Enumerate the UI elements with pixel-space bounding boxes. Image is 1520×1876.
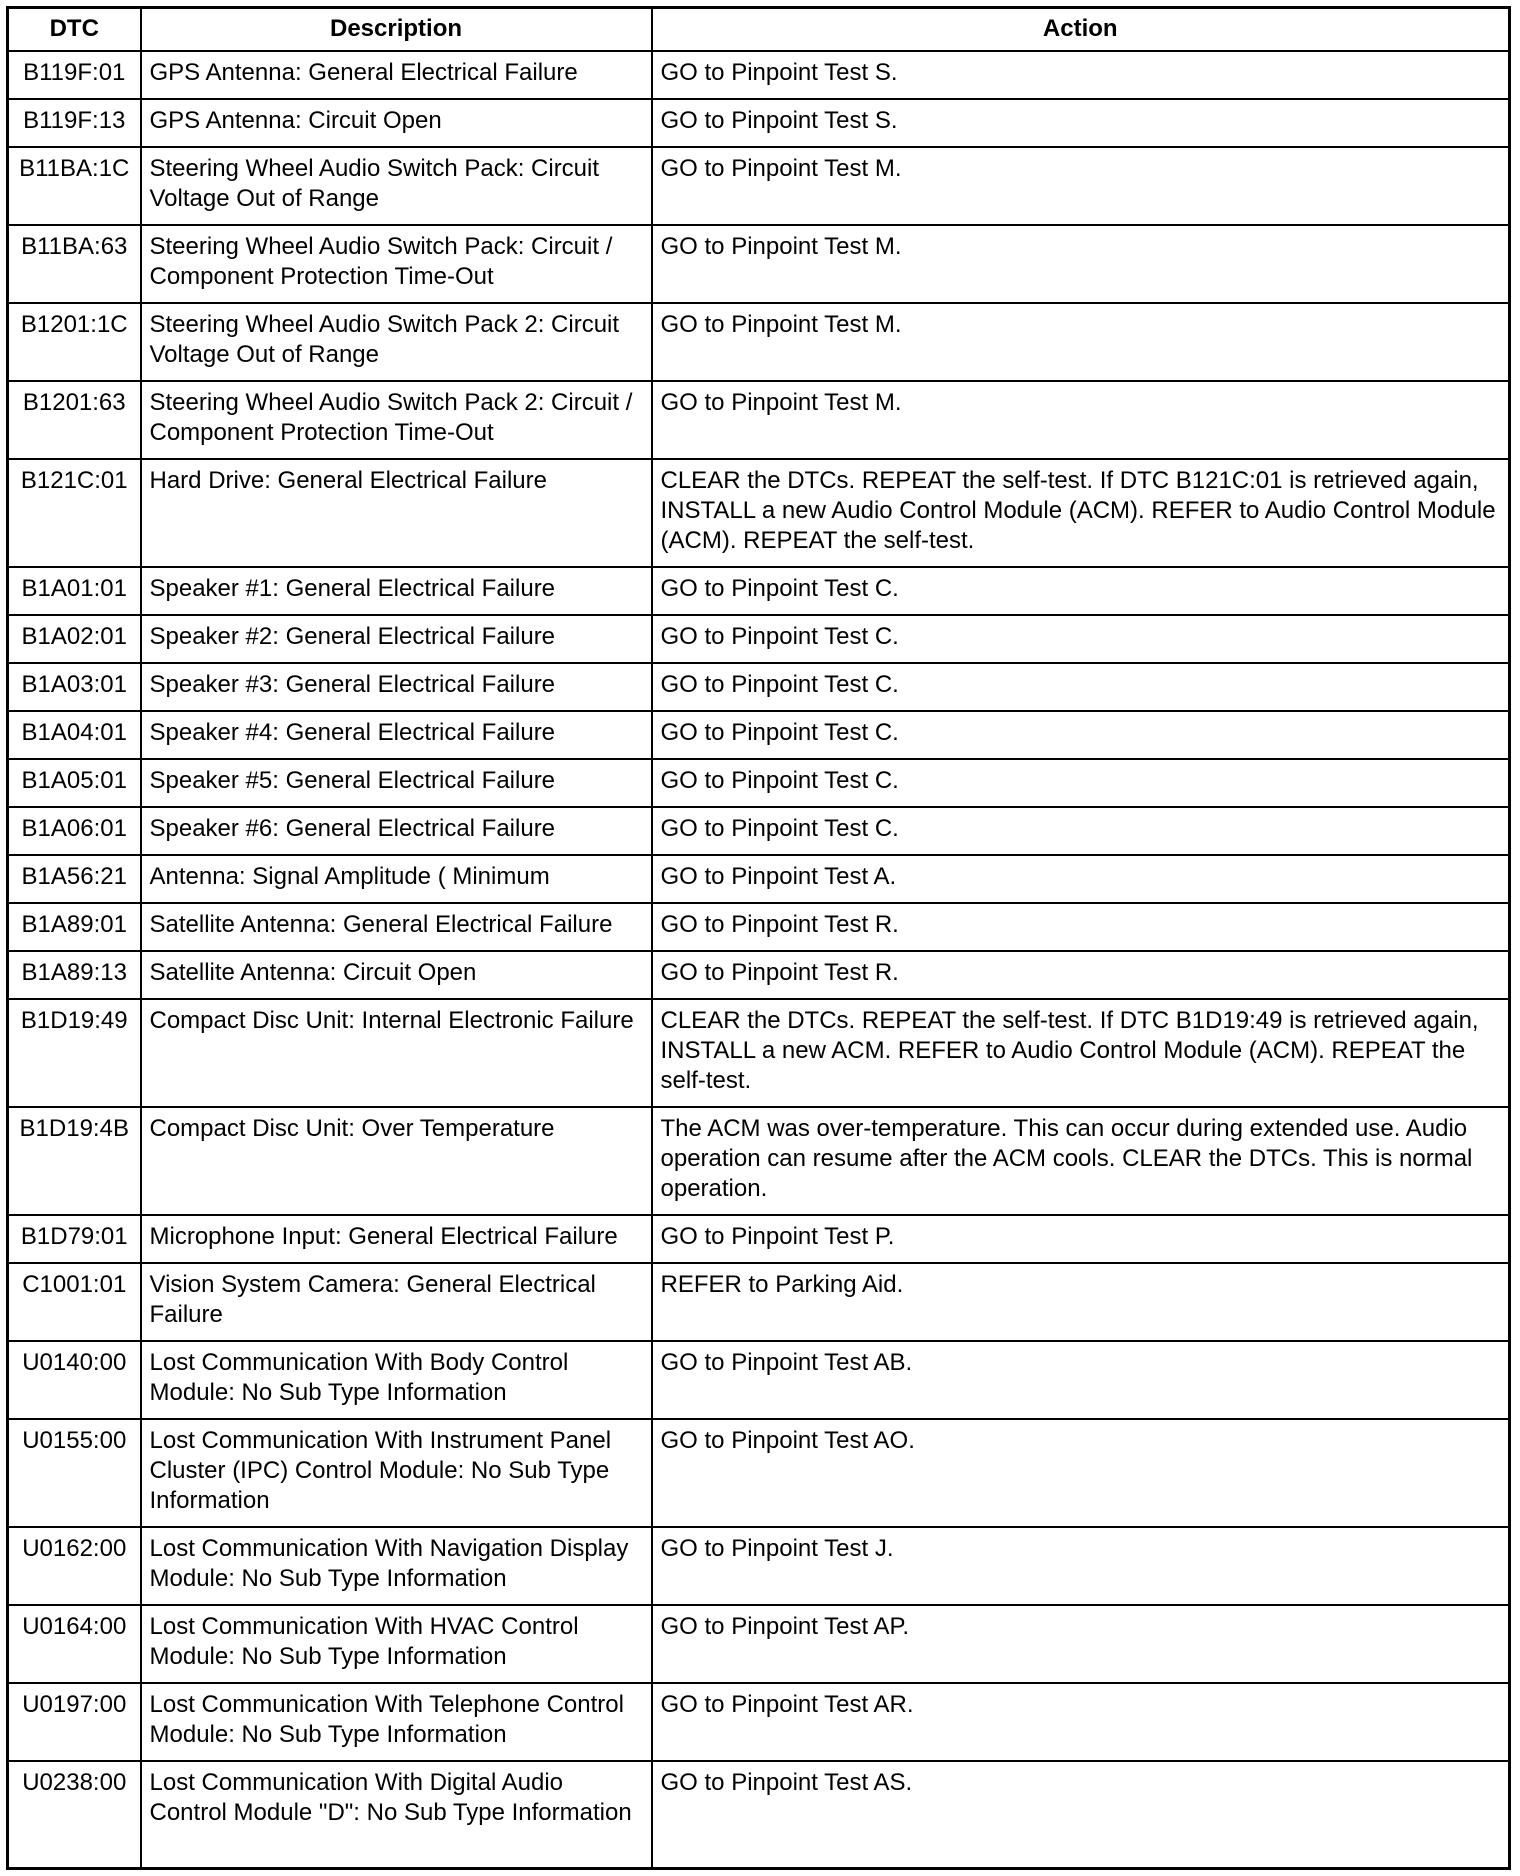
table-row — [8, 1107, 1510, 1215]
action-cell: GO to Pinpoint Test A. — [652, 855, 1510, 903]
action-cell: GO to Pinpoint Test R. — [652, 951, 1510, 999]
table-row — [8, 1605, 1510, 1683]
table-row — [8, 663, 1510, 711]
dtc-code-cell: B1A01:01 — [8, 567, 141, 615]
dtc-code-cell: B11BA:63 — [8, 225, 141, 303]
description-cell: Antenna: Signal Amplitude ( Minimum — [141, 855, 652, 903]
table-row — [8, 711, 1510, 759]
table-row — [8, 1761, 1510, 1869]
dtc-code-cell: B119F:01 — [8, 51, 141, 99]
table-row — [8, 999, 1510, 1107]
dtc-code-cell: B1A89:13 — [8, 951, 141, 999]
dtc-code-cell: B1A89:01 — [8, 903, 141, 951]
table-row — [8, 1527, 1510, 1605]
table-row — [8, 147, 1510, 225]
table-row — [8, 459, 1510, 567]
action-cell: GO to Pinpoint Test M. — [652, 381, 1510, 459]
table-row — [8, 303, 1510, 381]
table-row — [8, 807, 1510, 855]
table-row — [8, 381, 1510, 459]
description-cell: Steering Wheel Audio Switch Pack 2: Circuit Voltage Out of Range — [141, 303, 652, 381]
table-row — [8, 903, 1510, 951]
table-row — [8, 951, 1510, 999]
description-cell: Lost Communication With Instrument Panel Cluster (IPC) Control Module: No Sub Type Information — [141, 1419, 652, 1527]
action-cell: GO to Pinpoint Test AP. — [652, 1605, 1510, 1683]
action-cell: GO to Pinpoint Test AR. — [652, 1683, 1510, 1761]
dtc-code-cell: C1001:01 — [8, 1263, 141, 1341]
table-row — [8, 855, 1510, 903]
dtc-code-cell: B1A04:01 — [8, 711, 141, 759]
dtc-code-cell: B1A02:01 — [8, 615, 141, 663]
dtc-code-cell: B1D19:49 — [8, 999, 141, 1107]
table-row — [8, 1215, 1510, 1263]
action-cell: GO to Pinpoint Test C. — [652, 615, 1510, 663]
dtc-code-cell: B119F:13 — [8, 99, 141, 147]
dtc-code-cell: B1A05:01 — [8, 759, 141, 807]
dtc-code-cell: U0197:00 — [8, 1683, 141, 1761]
description-cell: Vision System Camera: General Electrical Failure — [141, 1263, 652, 1341]
description-cell: Speaker #6: General Electrical Failure — [141, 807, 652, 855]
header-dtc: DTC — [8, 8, 141, 51]
dtc-code-cell: U0140:00 — [8, 1341, 141, 1419]
description-cell: Compact Disc Unit: Over Temperature — [141, 1107, 652, 1215]
action-cell: CLEAR the DTCs. REPEAT the self-test. If DTC B1D19:49 is retrieved again, INSTALL a new ACM. REFER to Audio Control Module (ACM). REPEAT the self-test. — [652, 999, 1510, 1107]
description-cell: Lost Communication With Body Control Module: No Sub Type Information — [141, 1341, 652, 1419]
action-cell: GO to Pinpoint Test S. — [652, 99, 1510, 147]
action-cell: GO to Pinpoint Test M. — [652, 147, 1510, 225]
dtc-code-cell: U0162:00 — [8, 1527, 141, 1605]
table-body — [8, 51, 1510, 1869]
action-cell: GO to Pinpoint Test AO. — [652, 1419, 1510, 1527]
description-cell: Speaker #1: General Electrical Failure — [141, 567, 652, 615]
description-cell: Steering Wheel Audio Switch Pack 2: Circuit / Component Protection Time-Out — [141, 381, 652, 459]
action-cell: CLEAR the DTCs. REPEAT the self-test. If DTC B121C:01 is retrieved again, INSTALL a new Audio Control Module (ACM). REFER to Audio Control Module (ACM). REPEAT the self-test. — [652, 459, 1510, 567]
table-row — [8, 1341, 1510, 1419]
table-row — [8, 99, 1510, 147]
table-row — [8, 225, 1510, 303]
description-cell: Speaker #3: General Electrical Failure — [141, 663, 652, 711]
action-cell: GO to Pinpoint Test P. — [652, 1215, 1510, 1263]
description-cell: Lost Communication With Digital Audio Control Module "D": No Sub Type Information — [141, 1761, 652, 1869]
description-cell: Microphone Input: General Electrical Failure — [141, 1215, 652, 1263]
action-cell: The ACM was over-temperature. This can occur during extended use. Audio operation can resume after the ACM cools. CLEAR the DTCs. This is normal operation. — [652, 1107, 1510, 1215]
description-cell: Satellite Antenna: General Electrical Failure — [141, 903, 652, 951]
description-cell: Speaker #2: General Electrical Failure — [141, 615, 652, 663]
dtc-code-cell: B1D19:4B — [8, 1107, 141, 1215]
dtc-code-cell: B1A03:01 — [8, 663, 141, 711]
dtc-table-container — [6, 6, 1508, 1870]
description-cell: Lost Communication With HVAC Control Module: No Sub Type Information — [141, 1605, 652, 1683]
action-cell: GO to Pinpoint Test C. — [652, 567, 1510, 615]
dtc-code-cell: U0155:00 — [8, 1419, 141, 1527]
dtc-code-cell: B1D79:01 — [8, 1215, 141, 1263]
action-cell: GO to Pinpoint Test C. — [652, 663, 1510, 711]
table-row — [8, 759, 1510, 807]
table-row — [8, 1419, 1510, 1527]
dtc-code-cell: B11BA:1C — [8, 147, 141, 225]
table-header-row — [8, 8, 1510, 51]
action-cell: GO to Pinpoint Test M. — [652, 303, 1510, 381]
action-cell: REFER to Parking Aid. — [652, 1263, 1510, 1341]
dtc-code-cell: U0164:00 — [8, 1605, 141, 1683]
description-cell: Lost Communication With Telephone Control Module: No Sub Type Information — [141, 1683, 652, 1761]
table-row — [8, 567, 1510, 615]
dtc-table — [6, 6, 1511, 1870]
action-cell: GO to Pinpoint Test C. — [652, 807, 1510, 855]
action-cell: GO to Pinpoint Test M. — [652, 225, 1510, 303]
action-cell: GO to Pinpoint Test R. — [652, 903, 1510, 951]
dtc-code-cell: U0238:00 — [8, 1761, 141, 1869]
description-cell: Speaker #5: General Electrical Failure — [141, 759, 652, 807]
description-cell: GPS Antenna: Circuit Open — [141, 99, 652, 147]
table-row — [8, 615, 1510, 663]
dtc-code-cell: B1201:1C — [8, 303, 141, 381]
description-cell: Lost Communication With Navigation Display Module: No Sub Type Information — [141, 1527, 652, 1605]
dtc-code-cell: B121C:01 — [8, 459, 141, 567]
action-cell: GO to Pinpoint Test S. — [652, 51, 1510, 99]
dtc-code-cell: B1201:63 — [8, 381, 141, 459]
description-cell: Compact Disc Unit: Internal Electronic Failure — [141, 999, 652, 1107]
table-row — [8, 51, 1510, 99]
description-cell: Steering Wheel Audio Switch Pack: Circuit / Component Protection Time-Out — [141, 225, 652, 303]
description-cell: Speaker #4: General Electrical Failure — [141, 711, 652, 759]
table-row — [8, 1263, 1510, 1341]
description-cell: GPS Antenna: General Electrical Failure — [141, 51, 652, 99]
action-cell: GO to Pinpoint Test C. — [652, 711, 1510, 759]
action-cell: GO to Pinpoint Test AB. — [652, 1341, 1510, 1419]
description-cell: Satellite Antenna: Circuit Open — [141, 951, 652, 999]
header-action: Action — [652, 8, 1510, 51]
table-row — [8, 1683, 1510, 1761]
description-cell: Hard Drive: General Electrical Failure — [141, 459, 652, 567]
header-description: Description — [141, 8, 652, 51]
dtc-code-cell: B1A56:21 — [8, 855, 141, 903]
description-cell: Steering Wheel Audio Switch Pack: Circuit Voltage Out of Range — [141, 147, 652, 225]
action-cell: GO to Pinpoint Test C. — [652, 759, 1510, 807]
action-cell: GO to Pinpoint Test AS. — [652, 1761, 1510, 1869]
dtc-code-cell: B1A06:01 — [8, 807, 141, 855]
action-cell: GO to Pinpoint Test J. — [652, 1527, 1510, 1605]
